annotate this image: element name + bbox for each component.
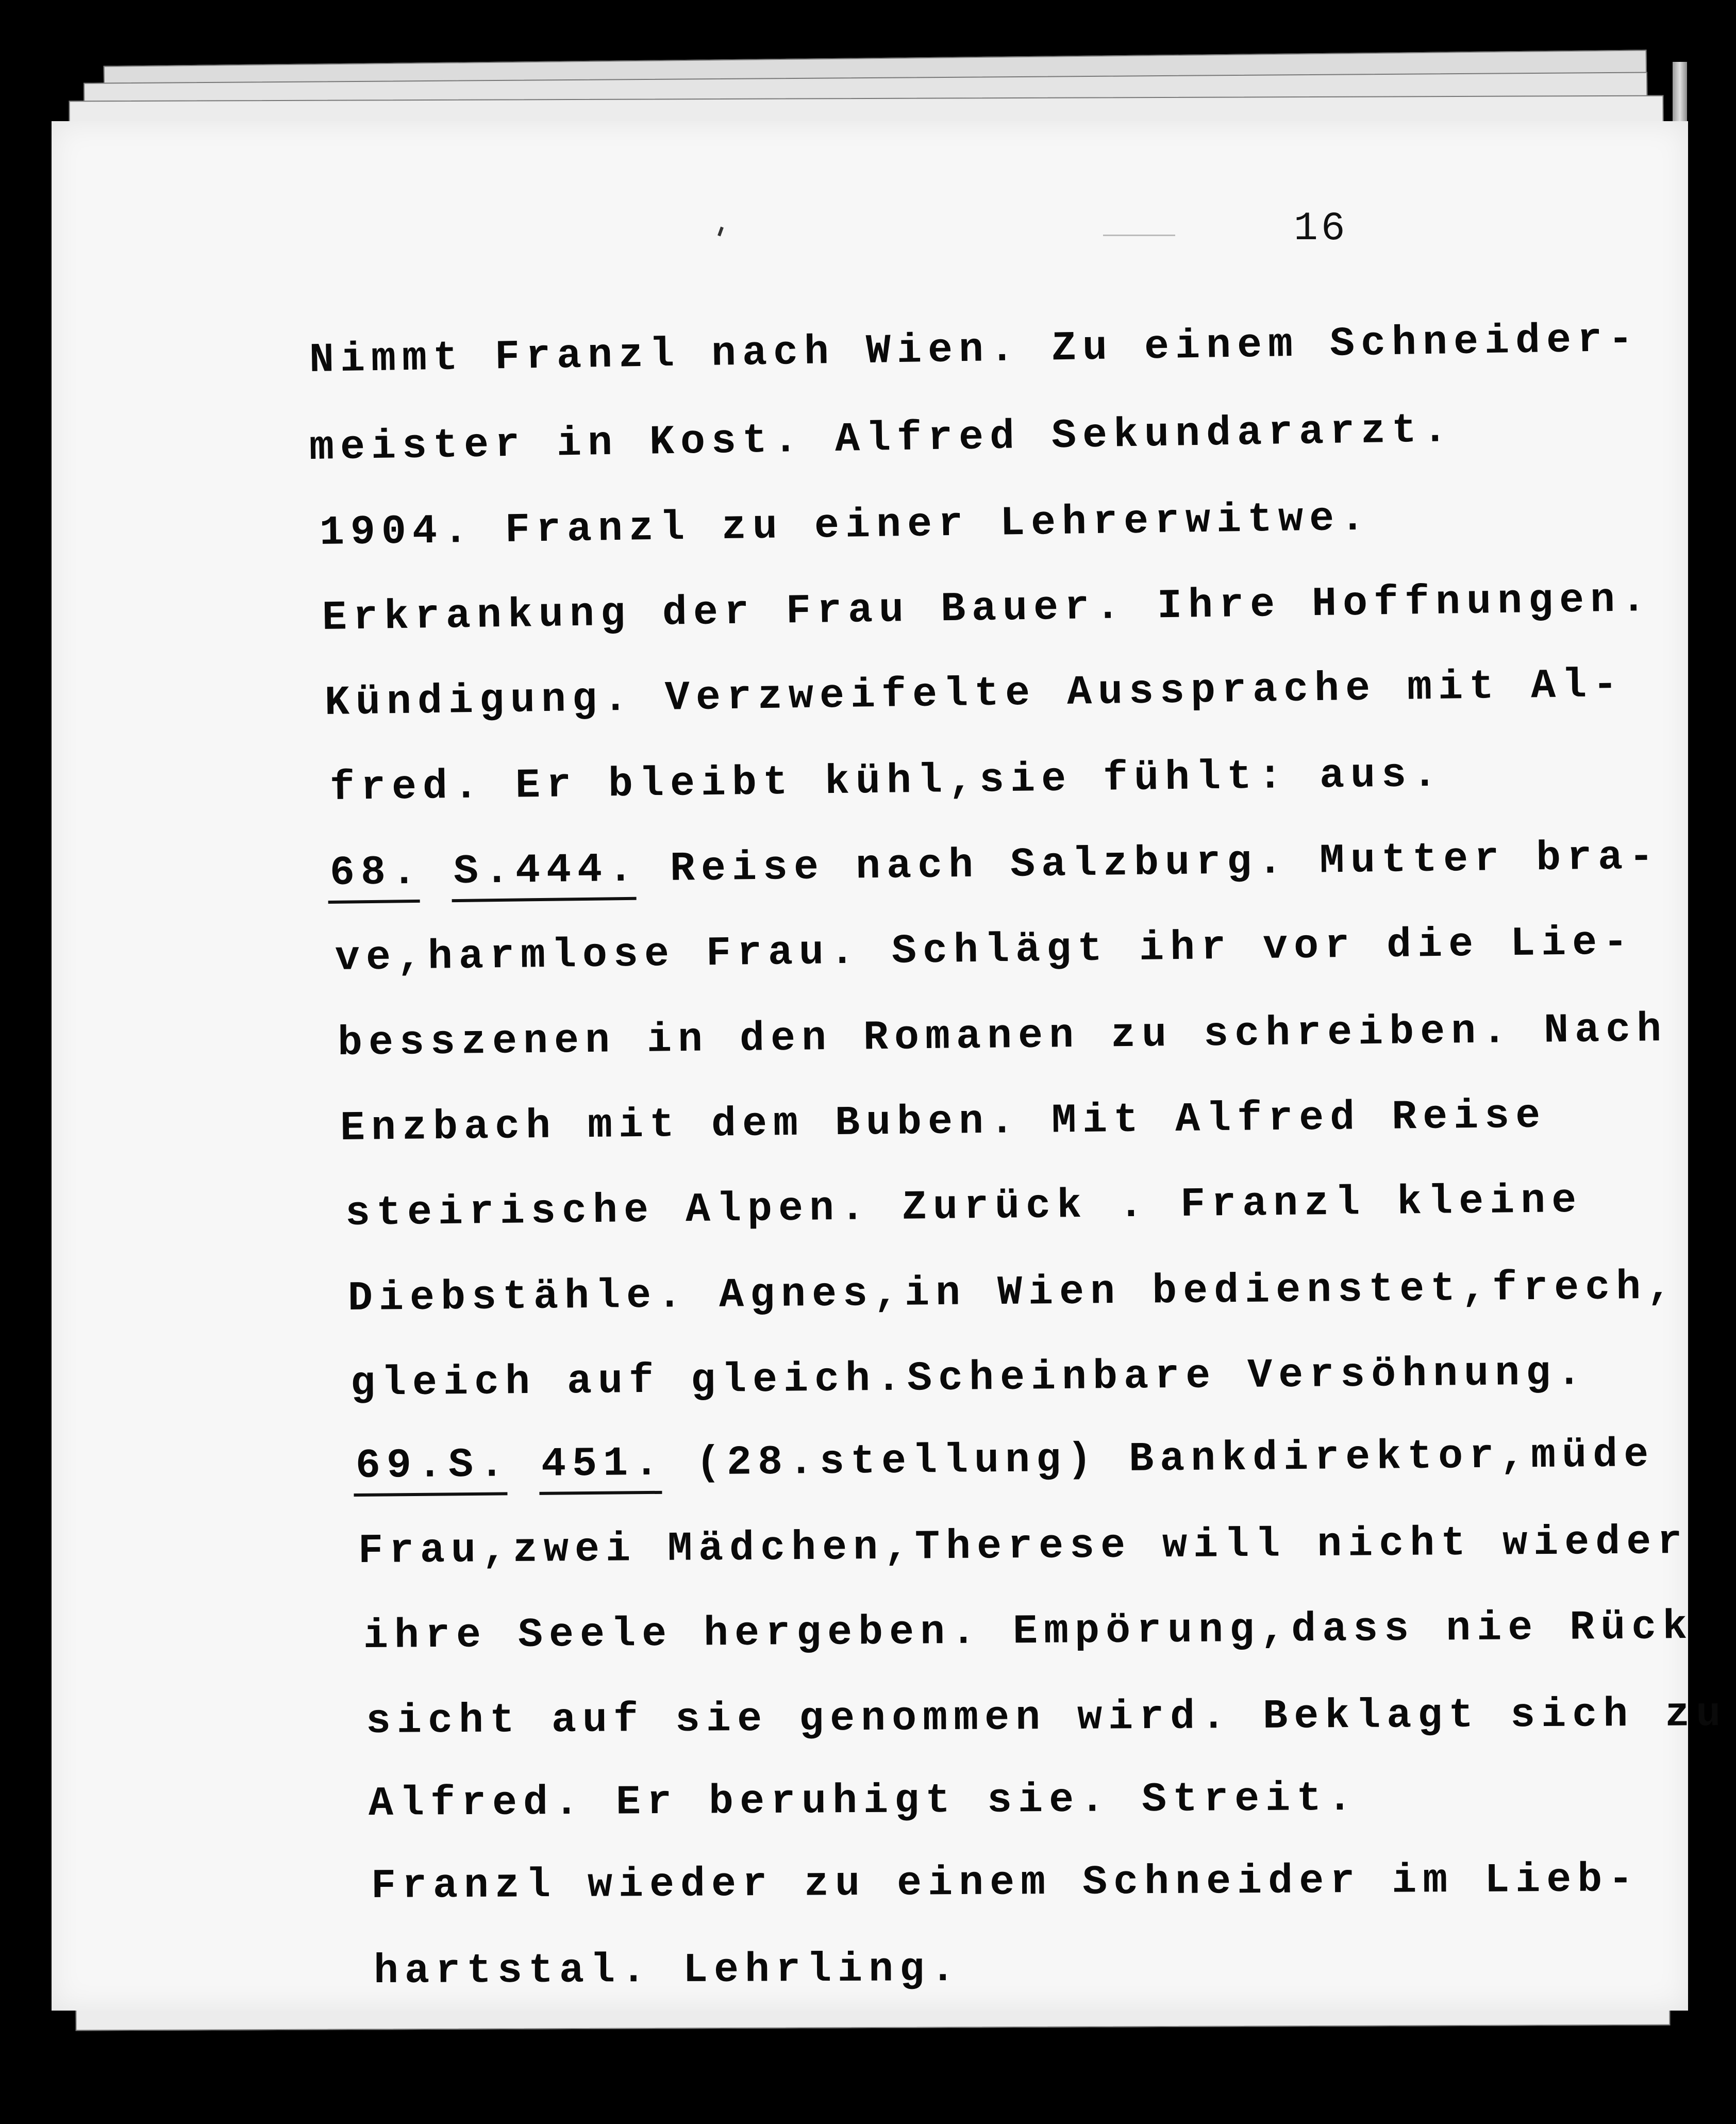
typed-line: meister in Kost. Alfred Sekundararzt.: [309, 407, 1454, 472]
underlined-reference: 69.S.: [355, 1441, 511, 1490]
line-text: Reise nach Salzburg. Mutter bra-: [639, 834, 1660, 893]
underlined-reference: S.444.: [453, 846, 640, 896]
line-text: (28.stellung) Bankdirektor,müde: [664, 1432, 1655, 1487]
typed-line: hartstal. Lehrling.: [373, 1946, 962, 1995]
typed-line: steirische Alpen. Zurück . Franzl kleine: [345, 1177, 1583, 1237]
typed-line: Alfred. Er beruhigt sie. Streit.: [368, 1775, 1359, 1828]
typed-line: Diebstähle. Agnes,in Wien bedienstet,frech,: [347, 1264, 1678, 1322]
typed-line: Erkrankung der Frau Bauer. Ihre Hoffnungen.: [322, 576, 1652, 642]
typed-line: ve,harmlose Frau. Schlägt ihr vor die Lie-: [335, 919, 1634, 982]
typed-line: Enzbach mit dem Buben. Mit Alfred Reise: [340, 1092, 1547, 1152]
typed-line: ihre Seele hergeben. Empörung,dass nie Rück: [363, 1603, 1694, 1660]
typed-line: Nimmt Franzl nach Wien. Zu einem Schneider-: [309, 316, 1640, 384]
typed-line: Kündigung. Verzweifelte Aussprache mit Al-: [324, 661, 1624, 727]
typed-line: besszenen in den Romanen zu schreiben. Nach: [337, 1006, 1668, 1067]
underlined-reference: 68.: [329, 849, 423, 897]
typed-line: gleich auf gleich.Scheinbare Versöhnung.: [350, 1350, 1588, 1407]
underlined-reference: 451.: [541, 1440, 665, 1488]
typed-line: 1904. Franzl zu einer Lehrerwitwe.: [319, 495, 1372, 557]
page-number: 16: [1294, 206, 1348, 252]
typed-line: [329, 834, 1660, 897]
typed-line: fred. Er bleibt kühl,sie fühlt: aus.: [329, 751, 1444, 812]
typed-line: [355, 1432, 1655, 1490]
typed-line: Frau,zwei Mädchen,Therese will nicht wieder: [358, 1518, 1689, 1575]
typed-line: sicht auf sie genommen wird. Beklagt sich zu: [365, 1691, 1727, 1745]
typed-line: Franzl wieder zu einem Schneider im Lieb-: [371, 1856, 1640, 1910]
